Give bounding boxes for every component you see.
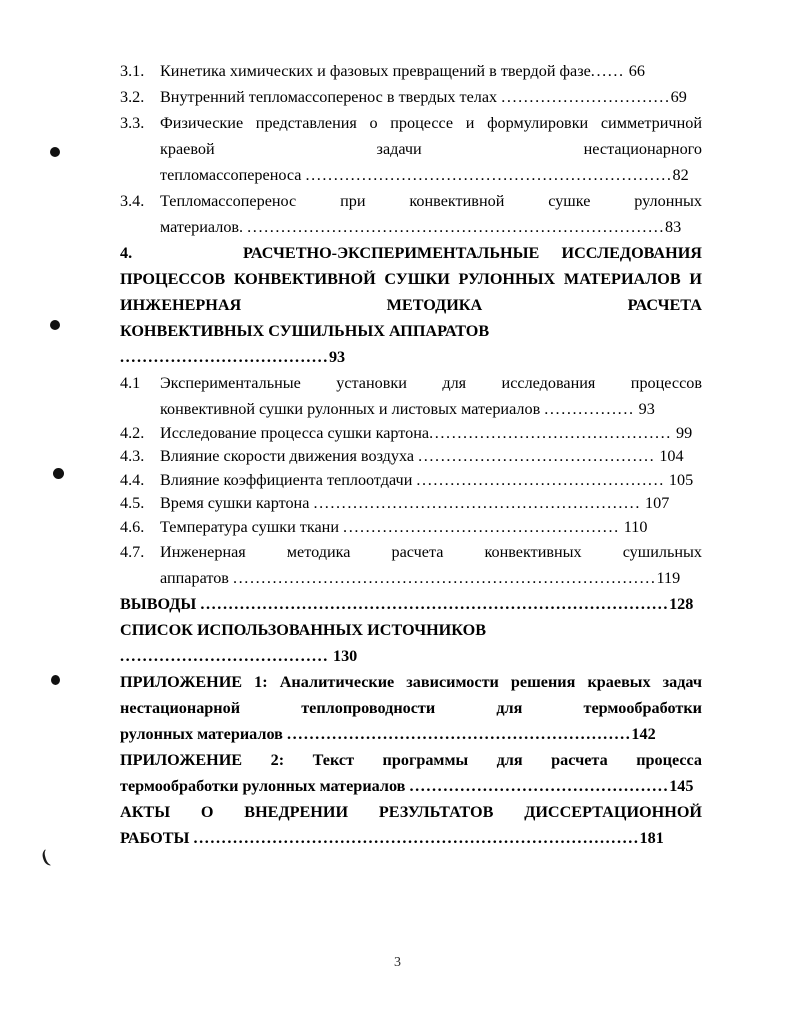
toc-page-number: 93 — [638, 400, 655, 418]
toc-entry-akty-continuation[interactable] — [120, 825, 702, 851]
toc-page-number: 99 — [675, 424, 693, 442]
toc-entry-title: Температура сушки ткани — [160, 517, 339, 536]
toc-entry-title: ПРИЛОЖЕНИЕ 1: Аналитические зависимости решения краевых задач нестационарной теплопроводности для термообработки — [120, 673, 702, 718]
toc-entry-title-continued: аппаратов — [160, 569, 229, 588]
toc-entry-number: 3.3. — [120, 114, 145, 132]
toc-page-number: 105 — [668, 470, 694, 489]
toc-entry-number: 3.2. — [120, 88, 145, 106]
toc-entry-number: 4.4. — [120, 470, 145, 489]
toc-entry-title: ВЫВОДЫ — [120, 595, 197, 614]
toc-entry-3-1[interactable] — [120, 58, 702, 84]
toc-entry-4-1[interactable] — [120, 370, 702, 396]
dot-leader: ............................................................. — [286, 725, 632, 744]
dot-leader: .............................................. — [409, 777, 670, 796]
toc-entry-title: ПРИЛОЖЕНИЕ 2: Текст программы для расчета процесса — [120, 751, 702, 770]
toc-entry-title: АКТЫ О ВНЕДРЕНИИ РЕЗУЛЬТАТОВ ДИССЕРТАЦИОННОЙ — [120, 803, 702, 822]
toc-entry-3-3-continuation[interactable] — [120, 162, 702, 188]
toc-page-number: 110 — [623, 517, 648, 536]
page-folio-number: 3 — [394, 955, 401, 970]
dot-leader: .............................. — [501, 88, 671, 106]
toc-entry-4-6[interactable] — [120, 516, 702, 539]
toc-entry-number: 3.4. — [120, 192, 145, 210]
toc-entry-4-continuation[interactable] — [120, 318, 702, 370]
toc-entry-title: Инженерная методика расчета конвективных сушильных — [160, 543, 702, 562]
toc-entry-4-3[interactable] — [120, 445, 702, 468]
toc-entry-title: Влияние коэффициента теплоотдачи — [160, 470, 413, 489]
dot-leader: .......................................................... — [313, 494, 641, 513]
toc-entry-3-2[interactable] — [120, 84, 702, 110]
toc-page-number: 83 — [665, 218, 682, 236]
toc-entry-title: Внутренний тепломассоперенос в твердых телах — [160, 88, 498, 106]
toc-entry-number: 4.7. — [120, 543, 145, 562]
toc-entry-title: СПИСОК ИСПОЛЬЗОВАННЫХ ИСТОЧНИКОВ — [120, 621, 486, 640]
toc-page-number: 93 — [328, 348, 346, 366]
toc-entry-title: Экспериментальные установки для исследования процессов — [160, 374, 702, 392]
toc-entry-number: 4. — [120, 244, 133, 262]
toc-entry-title: Кинетика химических и фазовых превращений в твердой фазе — [160, 62, 591, 80]
dot-leader: ................................................................. — [305, 166, 673, 184]
toc-entry-title: Время сушки картона — [160, 494, 310, 513]
toc-entry-title: Исследование процесса сушки картона — [160, 424, 430, 442]
toc-entry-spisok[interactable] — [120, 617, 702, 669]
toc-entry-4[interactable] — [120, 240, 702, 318]
toc-entry-4-4[interactable] — [120, 469, 702, 492]
dot-leader: ...... — [590, 62, 625, 80]
toc-entry-number: 4.3. — [120, 447, 145, 466]
toc-entry-title-continued: материалов. — [160, 218, 244, 236]
toc-entry-title-continued: РАБОТЫ — [120, 829, 190, 848]
toc-entry-akty[interactable] — [120, 799, 702, 825]
toc-page-number: 142 — [631, 725, 656, 744]
toc-entry-number: 4.1 — [120, 374, 141, 392]
table-of-contents — [120, 58, 702, 851]
toc-entry-title: РАСЧЕТНО-ЭКСПЕРИМЕНТАЛЬНЫЕ ИССЛЕДОВАНИЯ ПРОЦЕССОВ КОНВЕКТИВНОЙ СУШКИ РУЛОННЫХ МАТЕРИАЛОВ И ИНЖЕНЕРНАЯ МЕТОДИКА РАСЧЕТА — [120, 244, 702, 314]
dot-leader: ................................................. — [343, 517, 620, 536]
dot-leader: .......................................... — [418, 447, 656, 466]
dot-leader: .......................................................................... — [247, 218, 666, 236]
dot-leader: ............................................................................... — [193, 829, 640, 848]
toc-entry-prilozhenie-2-continuation[interactable] — [120, 773, 702, 799]
toc-page-number: 104 — [659, 447, 684, 466]
toc-page-number: 181 — [639, 829, 664, 848]
toc-entry-title: Физические представления о процессе и формулировки симметричной краевой задачи нестационарного — [160, 114, 702, 158]
toc-entry-vyvody[interactable] — [120, 591, 702, 617]
toc-entry-title-continued: конвективной сушки рулонных и листовых материалов — [160, 400, 541, 418]
scan-smudge-icon: ( — [38, 846, 51, 869]
toc-entry-3-3[interactable] — [120, 110, 702, 162]
toc-entry-title-continued: КОНВЕКТИВНЫХ СУШИЛЬНЫХ АППАРАТОВ — [120, 322, 490, 340]
dot-leader: ..................................... — [120, 348, 329, 366]
toc-entry-number: 4.6. — [120, 517, 145, 536]
toc-page-number: 69 — [670, 88, 687, 106]
toc-page-number: 128 — [669, 595, 694, 614]
toc-page-number: 66 — [628, 62, 645, 80]
toc-entry-number: 3.1. — [120, 62, 145, 80]
dot-leader: ................ — [544, 400, 635, 418]
hole-mark-2-icon — [50, 320, 60, 330]
toc-page-number: 107 — [645, 494, 670, 513]
toc-entry-3-4-continuation[interactable] — [120, 214, 702, 240]
toc-entry-3-4[interactable] — [120, 188, 702, 214]
dot-leader: ............................................ — [416, 470, 665, 489]
toc-page-number: 130 — [332, 647, 358, 666]
toc-entry-4-7-continuation[interactable] — [120, 565, 702, 591]
toc-entry-number: 4.5. — [120, 494, 145, 513]
toc-entry-title-continued: тепломассопереноса — [160, 166, 302, 184]
toc-entry-4-7[interactable] — [120, 539, 702, 565]
dot-leader: ........................................... — [429, 424, 672, 442]
toc-entry-title-continued: рулонных материалов — [120, 725, 283, 744]
toc-entry-prilozhenie-1-continuation[interactable] — [120, 721, 702, 747]
toc-entry-prilozhenie-2[interactable] — [120, 747, 702, 773]
toc-entry-title: Влияние скорости движения воздуха — [160, 447, 415, 466]
toc-page-number: 119 — [656, 569, 681, 588]
toc-entry-number: 4.2. — [120, 424, 145, 442]
hole-mark-3-icon — [53, 468, 64, 479]
toc-entry-prilozhenie-1[interactable] — [120, 669, 702, 721]
toc-entry-title-continued: термообработки рулонных материалов — [120, 777, 406, 796]
toc-page-number: 82 — [672, 166, 689, 184]
toc-entry-4-5[interactable] — [120, 492, 702, 515]
toc-page-number: 145 — [669, 777, 694, 796]
toc-entry-title: Тепломассоперенос при конвективной сушке рулонных — [160, 192, 702, 210]
toc-entry-4-2[interactable] — [120, 422, 702, 445]
dot-leader: ..................................... — [120, 647, 329, 666]
hole-mark-1-icon — [50, 147, 60, 157]
toc-entry-4-1-continuation[interactable] — [120, 396, 702, 422]
dot-leader: ................................................................................... — [200, 595, 670, 614]
dot-leader: ........................................................................... — [233, 569, 657, 588]
hole-mark-4-icon — [51, 675, 60, 685]
